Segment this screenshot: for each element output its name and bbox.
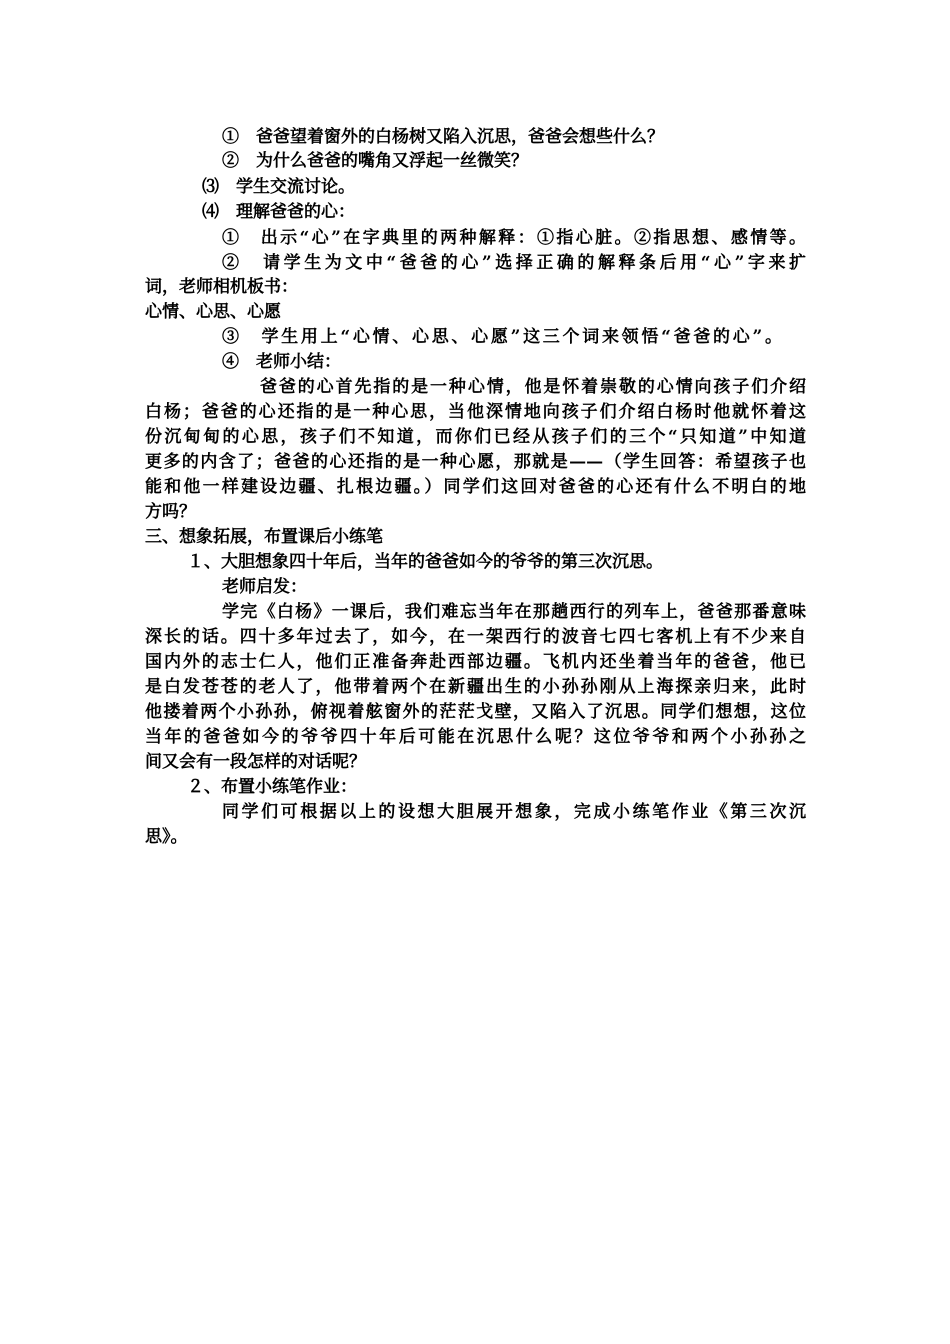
summary-paragraph-line: 爸爸的心首先指的是一种心情，他是怀着崇敬的心情向孩子们介绍 xyxy=(260,377,806,397)
homework-line: 同学们可根据以上的设想大胆展开想象，完成小练笔作业《第三次沉 xyxy=(222,802,806,822)
task-1-line: １、大胆想象四十年后，当年的爸爸如今的爷爷的第三次沉思。 xyxy=(187,552,663,572)
prompt-paragraph-line: 深长的话。四十多年过去了，如今，在一架西行的波音七四七客机上有不少来自 xyxy=(145,627,806,647)
prompt-paragraph-line: 是白发苍苍的老人了，他带着两个在新疆出生的小孙孙刚从上海探亲归来，此时 xyxy=(145,677,806,697)
prompt-paragraph-line: 当年的爸爸如今的爷爷四十年后可能在沉思什么呢？这位爷爷和两个小孙孙之 xyxy=(145,727,806,747)
understand-line: ③ 学生用上“心情、心思、心愿”这三个词来领悟“爸爸的心”。 xyxy=(222,327,782,347)
section-heading: 三、想象拓展，布置课后小练笔 xyxy=(145,527,383,547)
summary-paragraph-line: 份沉甸甸的心思，孩子们不知道，而你们已经从孩子们的三个“只知道”中知道 xyxy=(145,427,806,447)
summary-paragraph-line: 能和他一样建设边疆、扎根边疆。）同学们这回对爸爸的心还有什么不明白的地 xyxy=(145,477,806,497)
summary-paragraph-line: 方吗？ xyxy=(145,502,196,522)
extend-word-line-cont: 词，老师相机板书： xyxy=(145,277,298,297)
question-line-2: ② 为什么爸爸的嘴角又浮起一丝微笑？ xyxy=(222,151,528,171)
extend-word-line: ② 请学生为文中“爸爸的心”选择正确的解释条后用“心”字来扩 xyxy=(222,253,806,273)
prompt-paragraph-line: 学完《白杨》一课后，我们难忘当年在那趟西行的列车上，爸爸那番意味 xyxy=(222,602,806,622)
board-words: 心情、心思、心愿 xyxy=(145,302,281,322)
prompt-paragraph-line: 间又会有一段怎样的对话呢？ xyxy=(145,752,366,772)
homework-line-cont: 思》。 xyxy=(145,827,188,847)
task-2-line: ２、布置小练笔作业： xyxy=(187,777,357,797)
summary-paragraph-line: 白杨；爸爸的心还指的是一种心思，当他深情地向孩子们介绍白杨时他就怀着这 xyxy=(145,402,806,422)
prompt-paragraph-line: 他搂着两个小孙孙，俯视着舷窗外的茫茫戈壁，又陷入了沉思。同学们想想，这位 xyxy=(145,702,806,722)
prompt-paragraph-line: 国内外的志士仁人，他们正准备奔赴西部边疆。飞机内还坐着当年的爸爸，他已 xyxy=(145,652,806,672)
definition-line: ① 出示“心”在字典里的两种解释：①指心脏。②指思想、感情等。 xyxy=(222,228,806,248)
teacher-prompt-heading: 老师启发： xyxy=(222,577,307,597)
summary-paragraph-line: 更多的内含了；爸爸的心还指的是一种心愿，那就是——（学生回答：希望孩子也 xyxy=(145,452,806,472)
question-line-1: ① 爸爸望着窗外的白杨树又陷入沉思，爸爸会想些什么？ xyxy=(222,127,664,147)
summary-heading: ④ 老师小结： xyxy=(222,352,341,372)
step-4-line: ⑷ 理解爸爸的心： xyxy=(202,202,355,222)
step-3-line: ⑶ 学生交流讨论。 xyxy=(202,177,355,197)
